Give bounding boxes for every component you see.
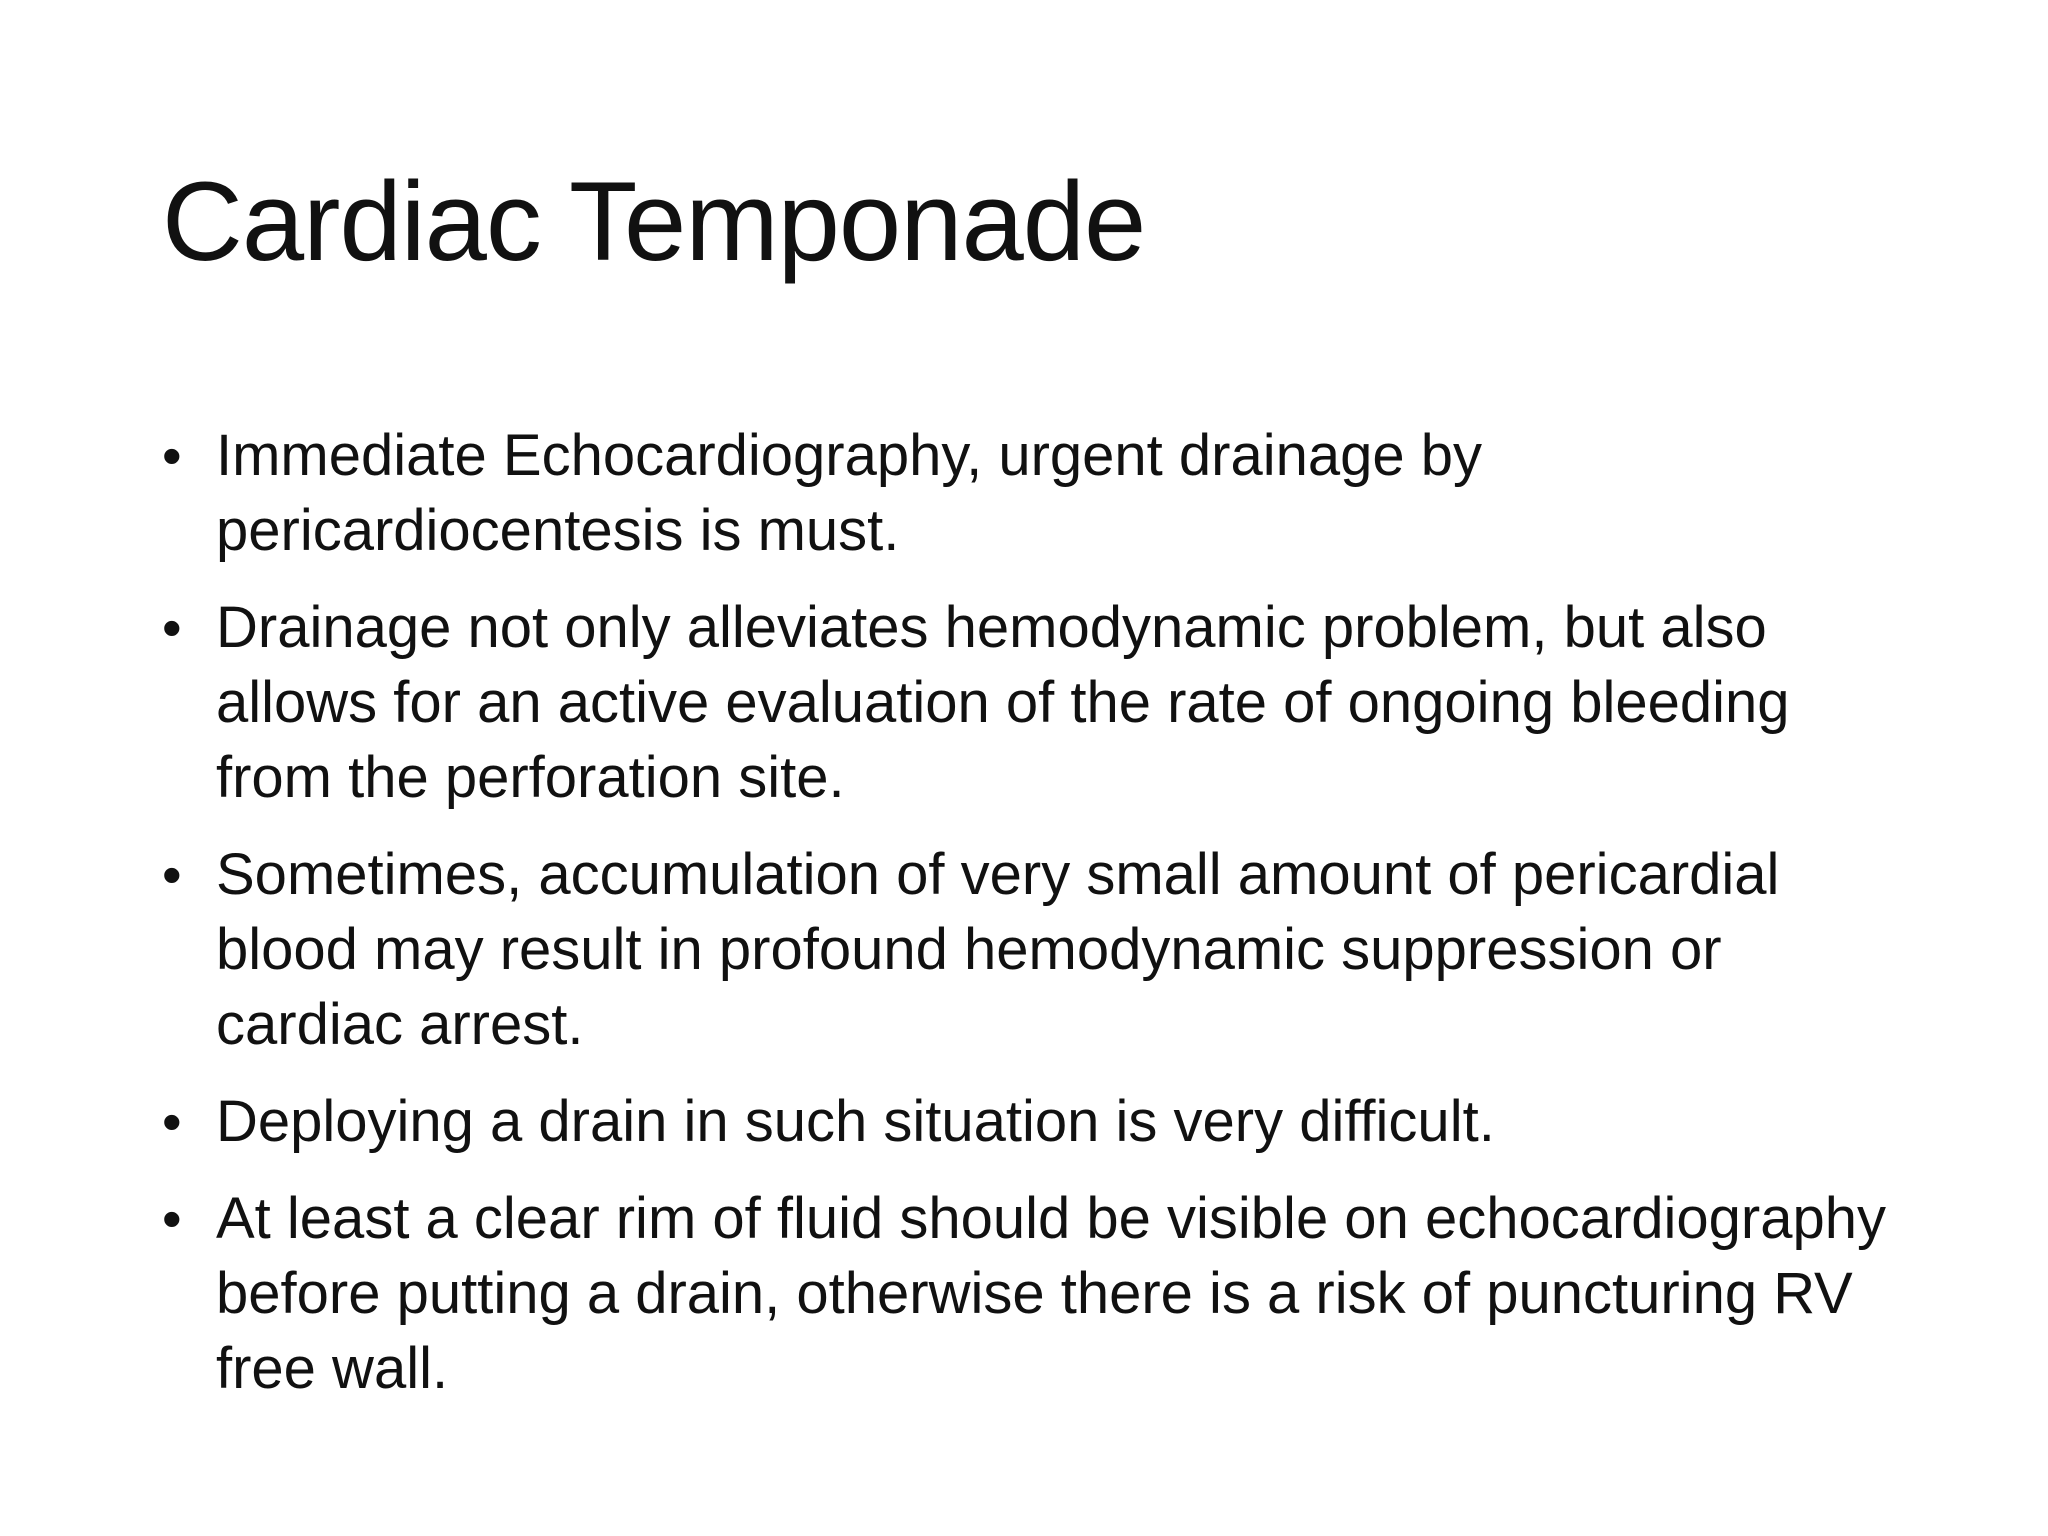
bullet-marker: • [162, 843, 182, 906]
bullet-list [162, 418, 1902, 1428]
bullet-item [162, 1084, 1902, 1159]
bullet-item [162, 590, 1902, 815]
bullet-text: At least a clear rim of fluid should be visible on echocardiography before putting a drain, otherwise there is a risk of puncturing RV free wall. [216, 1186, 1887, 1401]
bullet-text: Drainage not only alleviates hemodynamic problem, but also allows for an active evaluation of the rate of ongoing bleeding from the perforation site. [216, 595, 1790, 810]
bullet-text: Immediate Echocardiography, urgent drainage by pericardiocentesis is must. [216, 423, 1483, 563]
bullet-item [162, 1181, 1902, 1406]
slide-title: Cardiac Temponade [162, 159, 1146, 284]
bullet-marker: • [162, 596, 182, 659]
bullet-marker: • [162, 1187, 182, 1250]
bullet-item [162, 837, 1902, 1062]
bullet-marker: • [162, 1090, 182, 1153]
bullet-text: Deploying a drain in such situation is very difficult. [216, 1089, 1495, 1154]
bullet-marker: • [162, 424, 182, 487]
bullet-item [162, 418, 1902, 568]
bullet-text: Sometimes, accumulation of very small amount of pericardial blood may result in profound hemodynamic suppression or cardiac arrest. [216, 842, 1780, 1057]
